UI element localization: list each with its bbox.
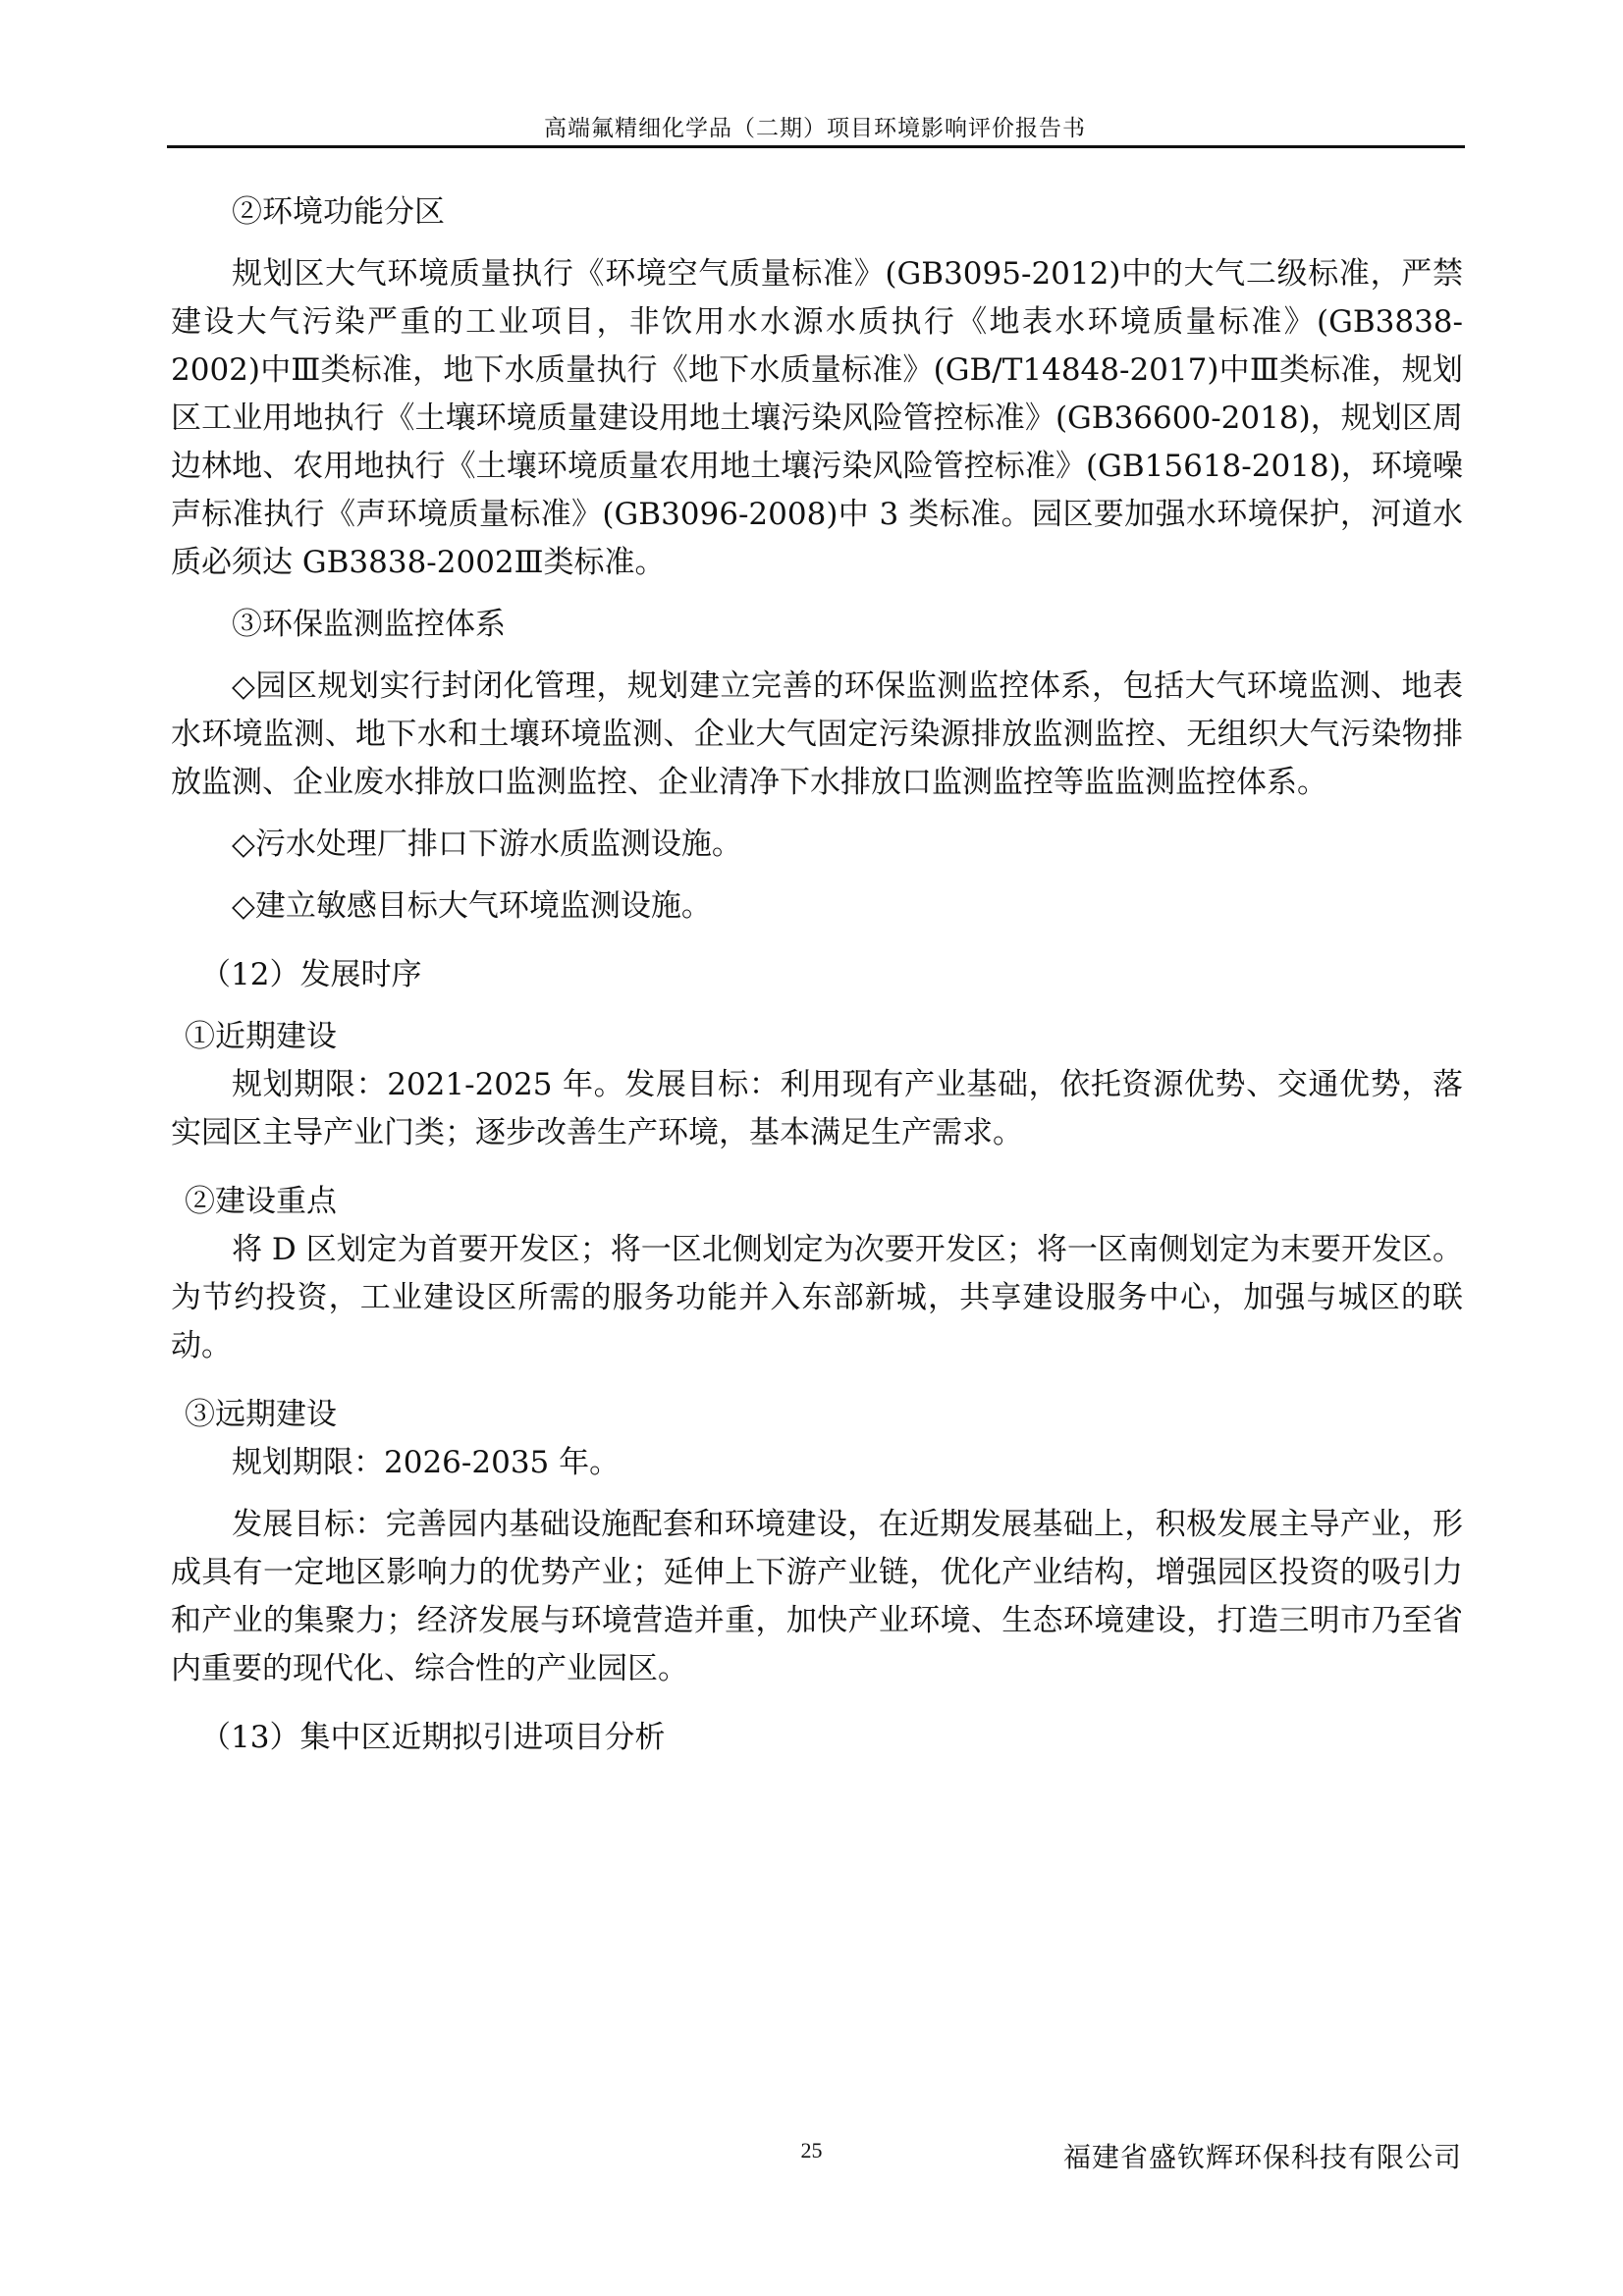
paragraph-key-construction: 将 D 区划定为首要开发区；将一区北侧划定为次要开发区；将一区南侧划定为末要开发区。为节约投资，工业建设区所需的服务功能并入东部新城，共享建设服务中心，加强与城区的联动。 bbox=[171, 1232, 1463, 1363]
page-number: 25 bbox=[800, 2138, 823, 2163]
section-heading-development-timeline: （12）发展时序 bbox=[200, 957, 422, 992]
subheading-monitoring-system: ③环保监测监控体系 bbox=[232, 607, 506, 642]
document-body bbox=[171, 188, 1463, 1762]
paragraph-air-monitoring: ◇建立敏感目标大气环境监测设施。 bbox=[232, 888, 712, 924]
paragraph-monitoring-system: ◇园区规划实行封闭化管理，规划建立完善的环保监测监控体系，包括大气环境监测、地表水环境监测、地下水和土壤环境监测、企业大气固定污染源排放监测监控、无组织大气污染物排放监测、企业废水排放口监测监控、企业清净下水排放口监测监控等监监测监控体系。 bbox=[171, 668, 1463, 800]
subheading-environment-zoning: ②环境功能分区 bbox=[232, 194, 445, 230]
header-divider bbox=[167, 145, 1465, 148]
subheading-near-term: ①近期建设 bbox=[185, 1019, 337, 1054]
subheading-long-term: ③远期建设 bbox=[185, 1397, 337, 1432]
paragraph-long-term-goals: 发展目标：完善园内基础设施配套和环境建设，在近期发展基础上，积极发展主导产业，形成具有一定地区影响力的优势产业；延伸上下游产业链，优化产业结构，增强园区投资的吸引力和产业的集聚力；经济发展与环境营造并重，加快产业环境、生态环境建设，打造三明市乃至省内重要的现代化、综合性的产业园区。 bbox=[171, 1507, 1463, 1686]
paragraph-near-term: 规划期限：2021-2025 年。发展目标：利用现有产业基础，依托资源优势、交通优势，落实园区主导产业门类；逐步改善生产环境，基本满足生产需求。 bbox=[171, 1067, 1463, 1150]
paragraph-sewage-monitoring: ◇污水处理厂排口下游水质监测设施。 bbox=[232, 827, 742, 862]
paragraph-long-term-period: 规划期限：2026-2035 年。 bbox=[232, 1445, 621, 1480]
subheading-key-construction: ②建设重点 bbox=[185, 1184, 337, 1219]
section-heading-project-analysis: （13）集中区近期拟引进项目分析 bbox=[200, 1720, 666, 1755]
paragraph-environment-standards: 规划区大气环境质量执行《环境空气质量标准》(GB3095-2012)中的大气二级标准，严禁建设大气污染严重的工业项目，非饮用水水源水质执行《地表水环境质量标准》(GB3838-2002)中Ⅲ类标准，地下水质量执行《地下水质量标准》(GB/T14848-2017)中Ⅲ类标准，规划区工业用地执行《土壤环境质量建设用地土壤污染风险管控标准》(GB36600-2018)，规划区周边林地、农用地执行《土壤环境质量农用地土壤污染风险管控标准》(GB15618-2018)，环境噪声标准执行《声环境质量标准》(GB3096-2008)中 3 类标准。园区要加强水环境保护，河道水质必须达 GB3838-2002Ⅲ类标准。 bbox=[171, 256, 1463, 580]
header-title: 高端氟精细化学品（二期）项目环境影响评价报告书 bbox=[544, 116, 1086, 141]
footer-company: 福建省盛钦辉环保科技有限公司 bbox=[1062, 2141, 1462, 2173]
